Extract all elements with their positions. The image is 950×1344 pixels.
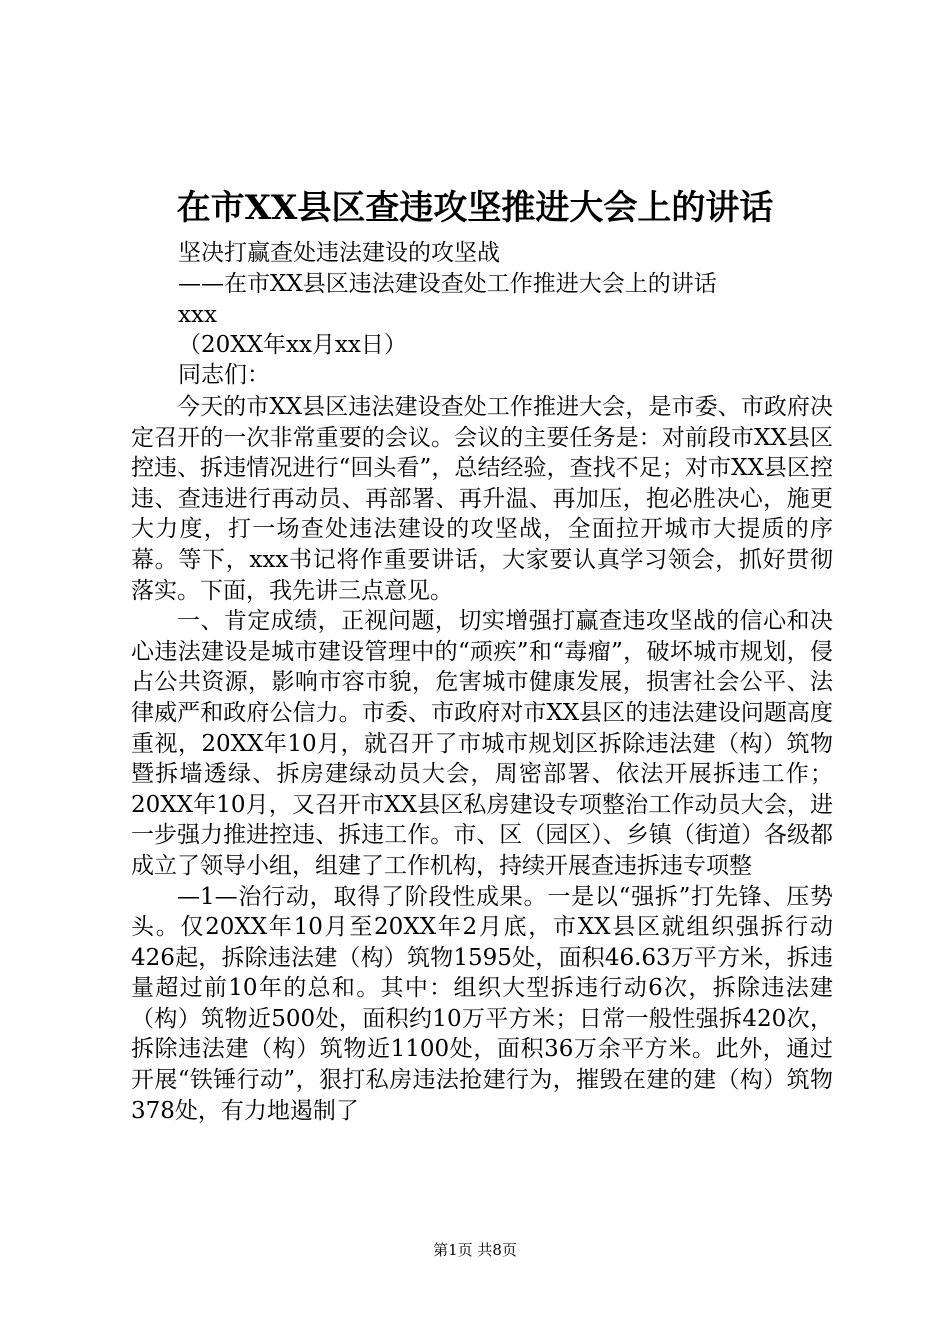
body-text xyxy=(131,392,833,1126)
speech-date: （20XX年xx月xx日） xyxy=(178,332,407,358)
page-footer: 第1页 共8页 xyxy=(433,1241,517,1259)
document-subtitle-secondary: ——在市XX县区违法建设查处工作推进大会上的讲话 xyxy=(178,271,717,297)
speaker-name: xxx xyxy=(178,302,217,328)
paragraph: 一、肯定成绩，正视问题，切实增强打赢查违攻坚战的信心和决心违法建设是城市建设管理中的“顽疾”和“毒瘤”，破坏城市规划，侵占公共资源，影响市容市貌，危害城市健康发展，损害社会公平、法律威严和政府公信力。市委、市政府对市XX县区的违法建设问题高度重视，20XX年10月，就召开了市城市规划区拆除违法建（构）筑物暨拆墙透绿、拆房建绿动员大会，周密部署、依法开展拆违工作；20XX年10月，又召开市XX县区私房建设专项整治工作动员大会，进一步强力推进控违、拆违工作。市、区（园区）、乡镇（街道）各级都成立了领导小组，组建了工作机构，持续开展查违拆违专项整 xyxy=(131,608,833,879)
paragraph: 今天的市XX县区违法建设查处工作推进大会，是市委、市政府决定召开的一次非常重要的会议。会议的主要任务是：对前段市XX县区控违、拆违情况进行“回头看”，总结经验，查找不足；对市XX县区控违、查违进行再动员、再部署、再升温、再加压，抱必胜决心，施更大力度，打一场查处违法建设的攻坚战，全面拉开城市大提质的序幕。等下，xxx书记将作重要讲话，大家要认真学习领会，抓好贯彻落实。下面，我先讲三点意见。 xyxy=(131,394,833,604)
salutation: 同志们： xyxy=(178,362,270,388)
paragraph: —1—治行动，取得了阶段性成果。一是以“强拆”打先锋、压势头。仅20XX年10月至20XX年2月底，市XX县区就组织强拆行动426起，拆除违法建（构）筑物1595处，面积46.63万平方米，拆违量超过前10年的总和。其中：组织大型拆违行动6次，拆除违法建（构）筑物近500处，面积约10万平方米；日常一般性强拆420次，拆除违法建（构）筑物近1100处，面积36万余平方米。此外，通过开展“铁锤行动”，狠打私房违法抢建行为，摧毁在建的建（构）筑物378处，有力地遏制了 xyxy=(131,883,833,1124)
document-title: 在市XX县区查违攻坚推进大会上的讲话 xyxy=(176,188,774,228)
document-subtitle: 坚决打赢查处违法建设的攻坚战 xyxy=(178,240,500,266)
